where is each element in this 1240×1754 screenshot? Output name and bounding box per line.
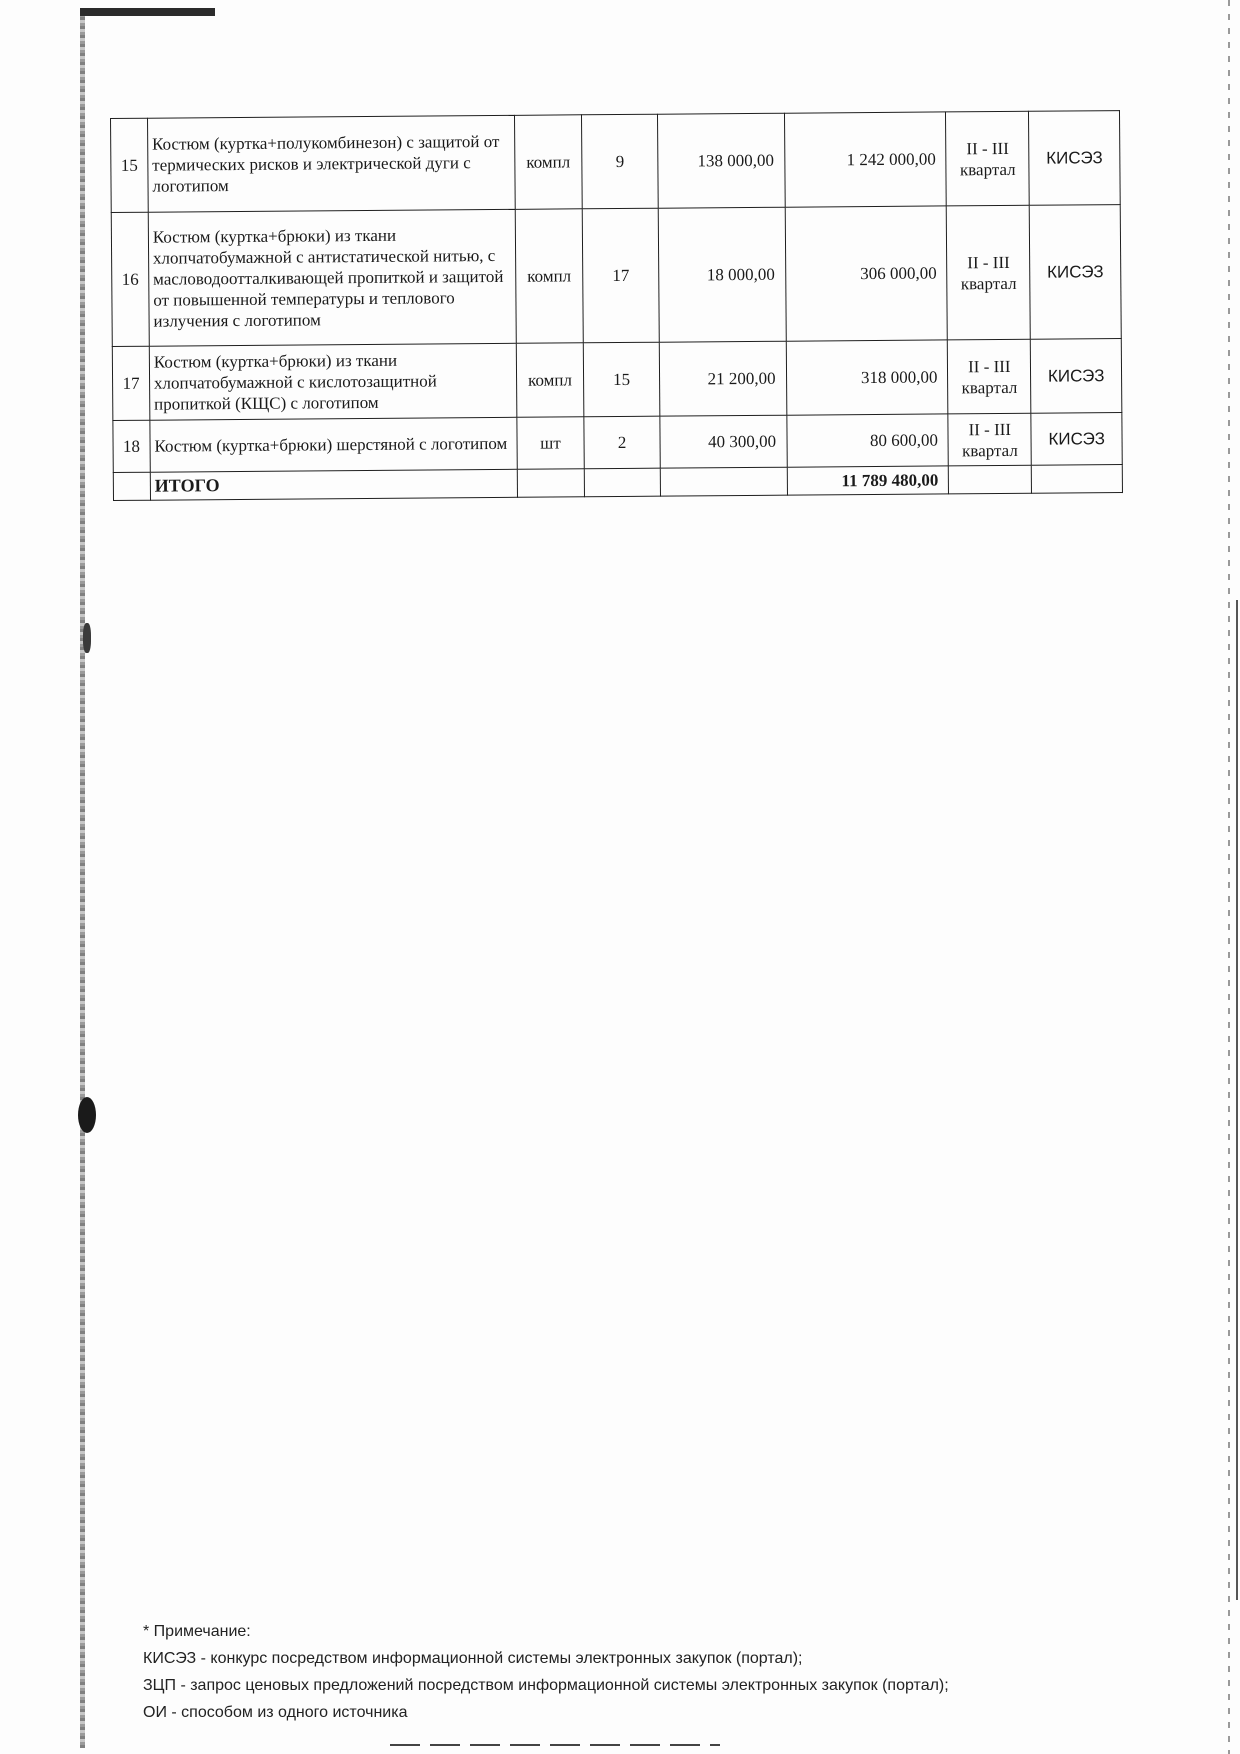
period-unit: квартал (962, 440, 1018, 460)
item-method: КИСЭЗ (1029, 205, 1121, 340)
item-price: 138 000,00 (658, 113, 785, 208)
item-name: Костюм (куртка+полукомбинезон) с защитой от термических рисков и электрической дуги с логотипом (147, 115, 515, 212)
footnote-title: * Примечание: (143, 1623, 251, 1640)
item-quantity: 17 (582, 208, 659, 343)
scan-edge-top (80, 8, 215, 16)
punch-hole (78, 1097, 96, 1133)
scan-edge-left (80, 8, 85, 1748)
total-method-cell (1031, 465, 1122, 494)
row-number: 18 (113, 420, 150, 472)
item-sum: 318 000,00 (786, 340, 948, 415)
total-period-cell (949, 465, 1032, 494)
item-quantity: 2 (584, 416, 661, 469)
item-period (948, 413, 1031, 466)
item-price: 18 000,00 (659, 207, 786, 342)
item-name: Костюм (куртка+брюки) из ткани хлопчатобумажной с антистатической нитью, с масловодоотталкивающей пропиткой и защитой от повышенной температуры и теплового излучения с логотипом (148, 209, 516, 346)
row-number: 16 (111, 212, 149, 346)
period-unit: квартал (959, 159, 1016, 179)
item-price: 21 200,00 (660, 341, 787, 416)
period-range: II - III (966, 138, 1009, 158)
table-row (111, 111, 1121, 213)
item-unit: шт (517, 417, 584, 470)
item-name: Костюм (куртка+брюки) из ткани хлопчатобумажной с кислотозащитной пропиткой (КЩС) с логотипом (149, 343, 517, 420)
item-price: 40 300,00 (660, 415, 787, 468)
item-quantity: 15 (583, 342, 660, 417)
total-sum: 11 789 480,00 (787, 466, 949, 495)
item-sum: 306 000,00 (785, 206, 948, 341)
item-sum: 1 242 000,00 (784, 112, 947, 207)
row-number: 15 (111, 118, 149, 212)
footnote-line: ЗЦП - запрос ценовых предложений посредством информационной системы электронных закупок (портал); (143, 1677, 949, 1694)
item-quantity: 9 (581, 114, 658, 209)
punch-hole-mark (83, 623, 91, 653)
footnote-line: КИСЭЗ - конкурс посредством информационной системы электронных закупок (портал); (143, 1650, 803, 1667)
total-unit-cell (517, 469, 584, 498)
period-range: II - III (967, 252, 1010, 272)
total-price-cell (661, 467, 787, 496)
item-unit: компл (516, 343, 583, 418)
footnote (143, 1618, 949, 1726)
scan-edge-right (1228, 0, 1230, 1754)
item-method: КИСЭЗ (1031, 339, 1122, 414)
table-row (112, 339, 1122, 421)
scan-edge-right-line (1236, 600, 1238, 1600)
period-unit: квартал (960, 273, 1017, 293)
item-name: Костюм (куртка+брюки) шерстяной с логотипом (150, 417, 518, 472)
period-unit: квартал (961, 377, 1018, 397)
table-row (113, 413, 1122, 473)
period-range: II - III (968, 419, 1012, 439)
item-method: КИСЭЗ (1031, 413, 1122, 466)
row-number: 17 (112, 346, 149, 420)
period-range: II - III (967, 356, 1011, 376)
table-row (111, 205, 1121, 347)
item-period (946, 111, 1030, 206)
item-unit: компл (515, 209, 583, 344)
bottom-scan-dash (390, 1744, 720, 1746)
item-sum: 80 600,00 (786, 414, 948, 467)
total-qty-cell (584, 468, 661, 497)
item-period (948, 339, 1031, 414)
total-label: ИТОГО (150, 469, 517, 500)
item-method: КИСЭЗ (1029, 111, 1121, 206)
procurement-table (110, 110, 1123, 501)
item-unit: компл (514, 115, 582, 210)
item-period (947, 205, 1031, 340)
footnote-line: ОИ - способом из одного источника (143, 1704, 408, 1721)
total-no-cell (113, 472, 150, 500)
